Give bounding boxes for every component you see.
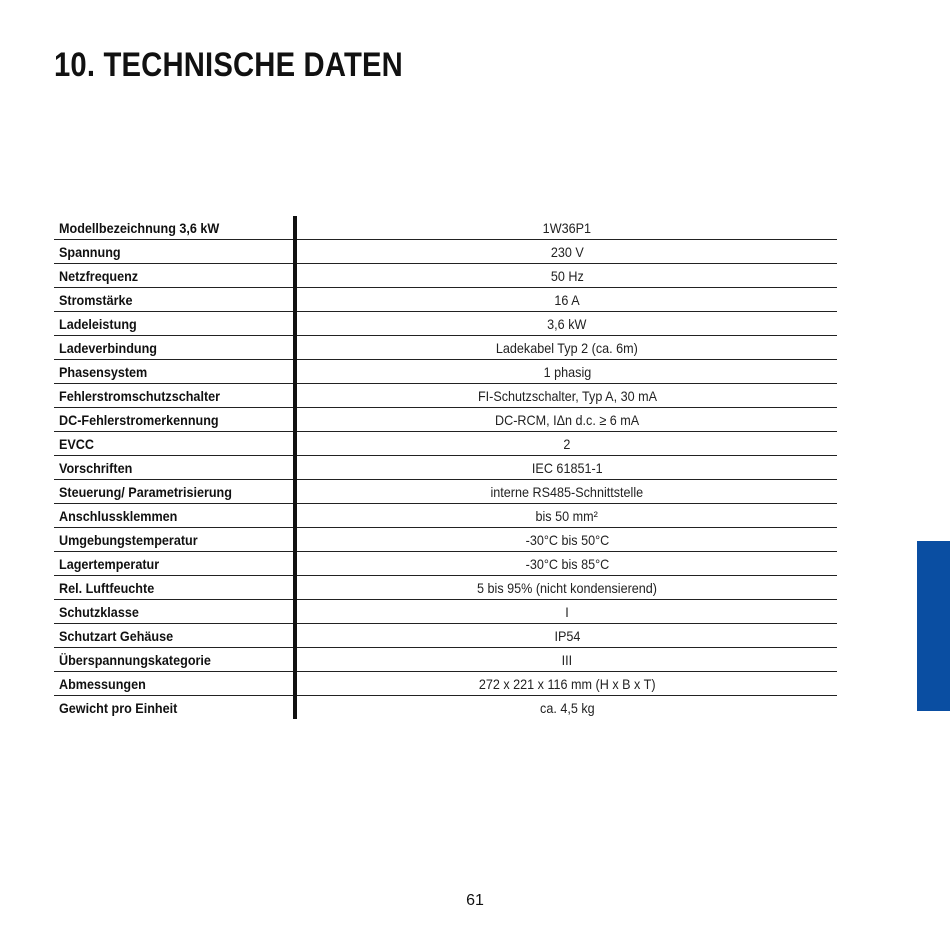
spec-label: Vorschriften	[54, 456, 295, 480]
spec-label: Überspannungskategorie	[54, 648, 295, 672]
technical-data-body	[54, 216, 837, 719]
spec-label: DC-Fehlerstromerkennung	[54, 408, 295, 432]
table-row	[54, 384, 837, 408]
spec-value: 5 bis 95% (nicht kondensierend)	[295, 576, 837, 600]
table-row	[54, 528, 837, 552]
spec-value: DC-RCM, IΔn d.c. ≥ 6 mA	[295, 408, 837, 432]
spec-value: interne RS485-Schnittstelle	[295, 480, 837, 504]
spec-label: Fehlerstromschutzschalter	[54, 384, 295, 408]
table-row	[54, 360, 837, 384]
table-row	[54, 600, 837, 624]
table-row	[54, 432, 837, 456]
table-row	[54, 480, 837, 504]
table-row	[54, 312, 837, 336]
table-row	[54, 552, 837, 576]
spec-value: 3,6 kW	[295, 312, 837, 336]
table-row	[54, 648, 837, 672]
spec-value: 1 phasig	[295, 360, 837, 384]
spec-value: 1W36P1	[295, 216, 837, 240]
technical-data-table	[54, 216, 837, 719]
spec-value: 272 x 221 x 116 mm (H x B x T)	[295, 672, 837, 696]
spec-value: -30°C bis 50°C	[295, 528, 837, 552]
spec-value: 2	[295, 432, 837, 456]
spec-value: 16 A	[295, 288, 837, 312]
spec-label: Steuerung/ Parametrisierung	[54, 480, 295, 504]
table-row	[54, 696, 837, 720]
spec-label: Modellbezeichnung 3,6 kW	[54, 216, 295, 240]
table-row	[54, 672, 837, 696]
spec-label: Schutzklasse	[54, 600, 295, 624]
spec-label: Abmessungen	[54, 672, 295, 696]
page-title: 10. TECHNISCHE DATEN	[54, 46, 403, 84]
spec-value: -30°C bis 85°C	[295, 552, 837, 576]
spec-value: IEC 61851-1	[295, 456, 837, 480]
table-row	[54, 456, 837, 480]
spec-label: EVCC	[54, 432, 295, 456]
spec-label: Rel. Luftfeuchte	[54, 576, 295, 600]
spec-label: Anschlussklemmen	[54, 504, 295, 528]
table-row	[54, 576, 837, 600]
spec-value: 50 Hz	[295, 264, 837, 288]
page-number: 61	[466, 892, 484, 909]
spec-value: bis 50 mm²	[295, 504, 837, 528]
spec-label: Lagertemperatur	[54, 552, 295, 576]
spec-value: FI-Schutzschalter, Typ A, 30 mA	[295, 384, 837, 408]
table-row	[54, 264, 837, 288]
spec-label: Netzfrequenz	[54, 264, 295, 288]
spec-label: Ladeverbindung	[54, 336, 295, 360]
spec-value: IP54	[295, 624, 837, 648]
spec-label: Phasensystem	[54, 360, 295, 384]
spec-value: III	[295, 648, 837, 672]
spec-label: Stromstärke	[54, 288, 295, 312]
spec-value: Ladekabel Typ 2 (ca. 6m)	[295, 336, 837, 360]
spec-label: Ladeleistung	[54, 312, 295, 336]
spec-label: Schutzart Gehäuse	[54, 624, 295, 648]
spec-label: Umgebungstemperatur	[54, 528, 295, 552]
table-row	[54, 624, 837, 648]
spec-label: Gewicht pro Einheit	[54, 696, 295, 720]
table-row	[54, 504, 837, 528]
spec-value: I	[295, 600, 837, 624]
chapter-tab-marker	[917, 541, 950, 711]
table-row	[54, 288, 837, 312]
table-row	[54, 240, 837, 264]
spec-value: 230 V	[295, 240, 837, 264]
spec-label: Spannung	[54, 240, 295, 264]
table-row	[54, 336, 837, 360]
table-row	[54, 216, 837, 240]
spec-value: ca. 4,5 kg	[539, 699, 595, 716]
table-row	[54, 408, 837, 432]
